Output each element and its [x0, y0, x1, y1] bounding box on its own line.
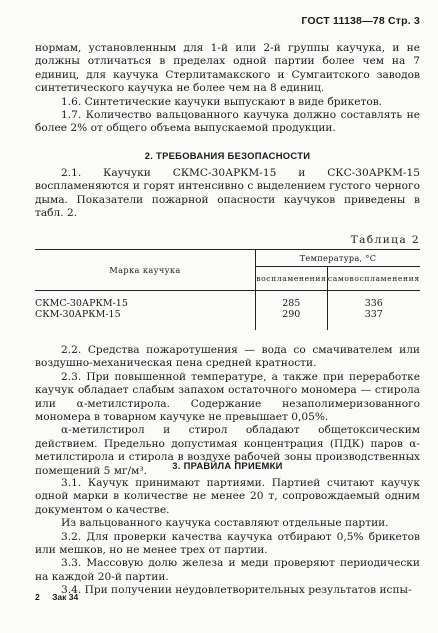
intro-block — [35, 42, 420, 136]
col-header-temperature: Температура, °С — [256, 250, 421, 267]
clause-2-1: 2.1. Каучуки СКМС-30АРКМ-15 и СКС-30АРКМ-15 воспламеняются и горят интенсивно с выделением густого черного дыма. Показатели пожарной опасности каучуков приведены в табл. 2. — [35, 167, 420, 220]
clause-1-7: 1.7. Количество вальцованного каучука должно составлять не более 2% от общего объема выпускаемой продукции. — [35, 109, 420, 135]
toxicity-paragraph: α-метилстирол и стирол обладают общетоксическим действием. Предельно допустимая концентрация (ПДК) паров α-метилстирола и стирола в воздухе рабочей зоны производственных помещений 5 мг/м³. — [35, 424, 420, 477]
clause-3-3: 3.3. Массовую долю железа и меди проверяют периодически на каждой 20-й партии. — [35, 557, 420, 583]
section-2-title: 2. ТРЕБОВАНИЯ БЕЗОПАСНОСТИ — [144, 150, 311, 161]
section-3-title: 3. ПРАВИЛА ПРИЕМКИ — [172, 460, 283, 471]
footer-order: Зак 34 — [52, 592, 79, 602]
row-grade: СКМС-30АРКМ-15 — [35, 291, 256, 310]
section-2-intro — [35, 167, 420, 221]
clause-3-1-note: Из вальцованного каучука составляют отдельные партии. — [61, 517, 389, 530]
table-row — [35, 310, 420, 331]
row-ignition: 285 — [256, 291, 328, 310]
row-grade: СКМ-30АРКМ-15 — [35, 310, 256, 331]
row-self-ignition: 336 — [364, 298, 383, 309]
section-3-body — [35, 477, 420, 598]
page-header: ГОСТ 11138—78 Стр. 3 — [301, 15, 420, 27]
row-ignition: 290 — [256, 310, 328, 331]
footer-page-number: 2 — [35, 592, 40, 602]
clause-3-4: 3.4. При получении неудовлетворительных результатов испы- — [61, 584, 412, 597]
intro-paragraph: нормам, установленным для 1-й или 2-й группы каучука, и не должны отличаться в пределах одной партии более чем на 7 единиц, для каучука Стерлитамакского и Сумгаитского заводов синтетического каучука не более чем на 8 единиц. — [35, 42, 420, 95]
table-row — [35, 291, 420, 310]
table-caption: Таблица 2 — [350, 234, 420, 246]
col-header-self-ignition: самовоспламенения — [327, 267, 420, 291]
clause-1-6: 1.6. Синтетические каучуки выпускают в виде брикетов. — [61, 95, 383, 108]
clause-3-1: 3.1. Каучук принимают партиями. Партией считают каучук одной марки в количестве не менее 20 т, сопровождаемый одним документом о качестве. — [35, 477, 420, 516]
col-header-ignition: воспламенения — [256, 267, 328, 291]
row-self-ignition: 337 — [364, 308, 383, 320]
clause-2-3: 2.3. При повышенной температуре, а также при переработке каучук обладает слабым запахом остаточного мономера — стирола или α-метилстирола. Содержание незаполимеризованного мономера в товарном каучуке не превышает 0,05%. — [35, 370, 420, 424]
section-2-rest — [35, 344, 420, 478]
clause-2-2: 2.2. Средства пожаротушения — вода со смачивателем или воздушно-механическая пена средней кратности. — [35, 344, 420, 370]
fire-hazard-table — [35, 249, 420, 330]
clause-3-2: 3.2. Для проверки качества каучука отбирают 0,5% брикетов или мешков, но не менее трех от партии. — [35, 530, 420, 557]
col-header-grade: Марка каучука — [35, 250, 256, 291]
page-footer — [35, 592, 78, 602]
